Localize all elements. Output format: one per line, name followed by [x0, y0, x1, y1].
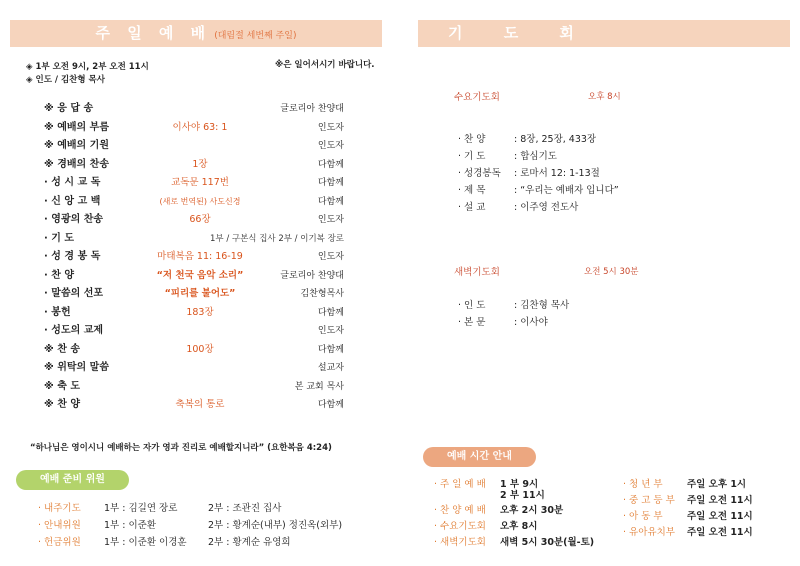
program-item-name: · 말씀의 선포: [44, 288, 104, 299]
detail-key: · 제 목: [458, 185, 486, 196]
scripture-verse: “하나님은 영이시니 예배하는 자가 영과 진리로 예배할지니라” (요한복음 4:24): [30, 443, 332, 453]
detail-key: · 성경봉독: [458, 168, 501, 179]
program-item-name: ※ 경배의 찬송: [44, 158, 109, 170]
schedule-value: 새벽 5시 30분(월-토): [500, 537, 595, 548]
schedule-title: 예배 시간 안내: [423, 447, 536, 467]
program-item-by: 설교자: [317, 363, 344, 373]
schedule-key: · 아 동 부: [623, 511, 663, 522]
program-item-name: · 신 앙 고 백: [44, 195, 101, 207]
program-item-by: 다함께: [317, 178, 344, 188]
program-item-name: · 성 경 봉 독: [44, 251, 101, 262]
schedule-value: 주일 오전 11시: [687, 511, 753, 522]
standing-notice: ※은 일어서시기 바랍니다.: [275, 60, 375, 70]
program-item-detail: 183장: [186, 306, 214, 318]
wednesday-detail: [458, 132, 596, 148]
program-item-detail: 축복의 통로: [175, 399, 225, 410]
wednesday-detail: [458, 200, 578, 216]
program-row: [44, 193, 344, 212]
schedule-row: [434, 488, 545, 503]
program-row: [44, 100, 344, 119]
program-row: [44, 378, 344, 397]
schedule-row: [623, 477, 746, 492]
program-row: [44, 137, 344, 156]
program-item-by: 인도자: [317, 122, 344, 133]
program-item-by: 다함께: [317, 344, 344, 355]
committee-role: · 안내위원: [38, 520, 81, 531]
schedule-key: · 수요기도회: [434, 521, 486, 532]
program-item-by: 다함께: [317, 196, 344, 207]
worship-title: 주 일 예 배: [95, 24, 212, 42]
program-row: [44, 156, 344, 175]
detail-key: · 찬 양: [458, 134, 486, 145]
program-item-name: ※ 예배의 기원: [44, 140, 109, 151]
program-item-detail: “피리를 불어도”: [164, 288, 236, 299]
program-item-detail: 1부 / 구본식 집사 2부 / 이기복 장로: [210, 233, 344, 244]
program-row: [44, 119, 344, 138]
schedule-row: [434, 503, 563, 518]
schedule-value: 오후 2시 30분: [500, 505, 564, 516]
detail-value: : 이사야: [514, 317, 548, 328]
dawn-detail: [458, 298, 569, 314]
program-item-by: 인도자: [317, 326, 344, 336]
schedule-row: [623, 493, 753, 508]
program-item-detail: 마태복음 11: 16-19: [157, 251, 243, 262]
schedule-row: [623, 525, 753, 540]
committee-role: · 헌금위원: [38, 537, 81, 548]
detail-value: : 이주영 전도사: [514, 202, 579, 213]
schedule-value: 주일 오전 11시: [687, 495, 753, 506]
detail-key: · 기 도: [458, 151, 486, 162]
program-item-by: 다함께: [317, 400, 344, 410]
committee-second-service: 2부 : 조관진 집사: [208, 503, 282, 514]
program-item-name: ※ 찬 양: [44, 399, 81, 410]
schedule-key: · 중 고 등 부: [623, 495, 675, 506]
program-item-name: ※ 예배의 부름: [44, 121, 109, 133]
program-item-by: 인도자: [317, 141, 344, 151]
wednesday-detail: [458, 149, 557, 165]
program-item-name: · 성 시 교 독: [44, 177, 101, 188]
schedule-value: 2 부 11시: [500, 490, 545, 501]
program-item-by: 글로리아 찬양대: [280, 270, 344, 281]
program-item-detail: 1장: [192, 158, 208, 170]
program-item-name: · 찬 양: [44, 269, 75, 281]
detail-key: · 본 문: [458, 317, 486, 328]
program-item-detail: 이사야 63: 1: [172, 121, 228, 133]
program-item-by: 인도자: [317, 215, 344, 225]
program-row: [44, 230, 344, 249]
schedule-row: [434, 535, 594, 550]
program-item-by: 다함께: [317, 307, 344, 318]
program-row: [44, 322, 344, 341]
prayer-header: [418, 20, 790, 47]
program-item-by: 다함께: [317, 159, 344, 170]
committee-first-service: 1부 : 이준환: [104, 520, 156, 531]
wednesday-detail: [458, 166, 600, 182]
schedule-value: 오후 8시: [500, 521, 538, 532]
wednesday-time: 오후 8시: [588, 92, 621, 102]
committee-role: · 내주기도: [38, 503, 81, 514]
schedule-value: 1 부 9시: [500, 479, 539, 490]
program-row: [44, 174, 344, 193]
schedule-row: [623, 509, 753, 524]
program-item-name: ※ 위탁의 말씀: [44, 362, 109, 373]
worship-subtitle: (대림절 세번째 주일): [214, 31, 297, 41]
wednesday-title: 수요기도회: [454, 92, 500, 103]
detail-value: : 8장, 25장, 433장: [514, 134, 597, 145]
program-row: [44, 267, 344, 286]
program-item-detail: 66장: [189, 214, 211, 225]
detail-key: · 인 도: [458, 300, 486, 311]
dawn-title: 새벽기도회: [454, 267, 500, 278]
program-item-detail: 교독문 117번: [171, 177, 229, 188]
program-row: [44, 248, 344, 267]
program-row: [44, 341, 344, 360]
schedule-value: 주일 오전 11시: [687, 527, 753, 538]
schedule-key: · 새벽기도회: [434, 537, 486, 548]
program-item-name: ※ 축 도: [44, 380, 81, 392]
schedule-value: 주일 오후 1시: [687, 479, 747, 490]
dawn-detail: [458, 315, 548, 331]
schedule-key: · 유아유치부: [623, 527, 675, 538]
program-row: [44, 359, 344, 378]
program-item-detail: “저 천국 음악 소리”: [156, 269, 244, 281]
committee-second-service: 2부 : 황계순(내부) 정진옥(외부): [208, 520, 343, 531]
program-item-by: 인도자: [317, 252, 344, 262]
program-row: [44, 211, 344, 230]
schedule-key: · 찬 양 예 배: [434, 505, 486, 516]
program-item-name: · 영광의 찬송: [44, 214, 104, 225]
detail-value: : 김찬형 목사: [514, 300, 570, 311]
program-item-detail: 100장: [186, 343, 214, 355]
order-of-worship: [44, 100, 344, 415]
committee-title: 예배 준비 위원: [16, 470, 129, 490]
schedule-key: · 주 일 예 배: [434, 479, 486, 490]
program-row: [44, 285, 344, 304]
committee-first-service: 1부 : 이준환 이경훈: [104, 537, 187, 548]
program-item-by: 본 교회 목사: [294, 381, 344, 392]
detail-value: : “우리는 예배자 입니다”: [514, 185, 619, 196]
detail-value: : 로마서 12: 1-13절: [514, 168, 600, 179]
program-item-name: · 성도의 교제: [44, 325, 104, 336]
program-row: [44, 396, 344, 415]
committee-second-service: 2부 : 황계순 유영희: [208, 537, 291, 548]
program-item-by: 김찬형목사: [300, 289, 344, 299]
schedule-row: [434, 519, 537, 534]
worship-header: [10, 20, 382, 47]
detail-key: · 설 교: [458, 202, 486, 213]
committee-first-service: 1부 : 김길연 장로: [104, 503, 178, 514]
program-item-name: · 봉헌: [44, 306, 71, 318]
detail-value: : 합심기도: [514, 151, 557, 162]
schedule-key: · 청 년 부: [623, 479, 663, 490]
program-row: [44, 304, 344, 323]
program-item-detail: (새로 번역된) 사도신경: [159, 196, 241, 206]
service-times: ◈ 1부 오전 9시, 2부 오전 11시: [26, 62, 149, 72]
program-item-name: · 기 도: [44, 232, 75, 244]
prayer-title: 기 도 회: [448, 24, 592, 42]
leader-line: ◈ 인도 / 김찬형 목사: [26, 75, 105, 85]
program-item-by: 글로리아 찬양대: [280, 104, 344, 114]
program-item-name: ※ 응 답 송: [44, 103, 94, 114]
program-item-name: ※ 찬 송: [44, 343, 81, 355]
wednesday-detail: [458, 183, 619, 199]
dawn-time: 오전 5시 30분: [584, 267, 639, 277]
